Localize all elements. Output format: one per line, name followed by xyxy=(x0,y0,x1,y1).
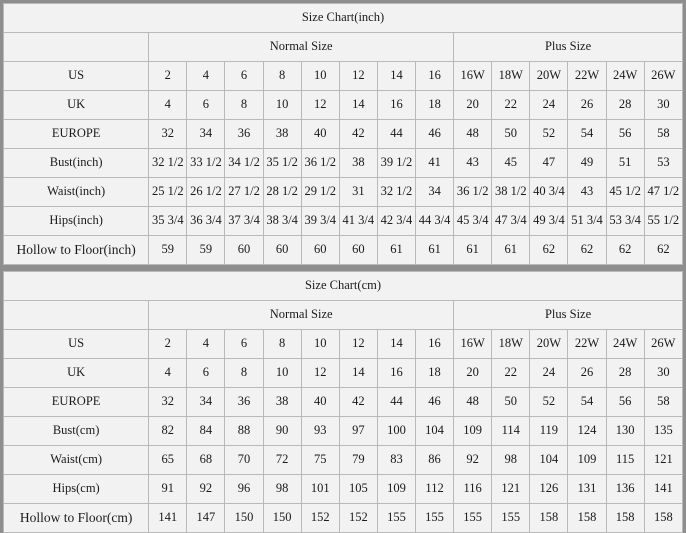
cell: 56 xyxy=(606,388,644,417)
row-label-uk: UK xyxy=(4,91,149,120)
cell: 41 xyxy=(416,149,454,178)
cell: 90 xyxy=(263,417,301,446)
cell: 48 xyxy=(454,120,492,149)
cell: 20W xyxy=(530,62,568,91)
cell: 131 xyxy=(568,475,606,504)
cell: 36 3/4 xyxy=(187,207,225,236)
cell: 34 xyxy=(187,120,225,149)
table-row xyxy=(4,504,683,533)
cell: 26 xyxy=(568,359,606,388)
cell: 147 xyxy=(187,504,225,533)
cell: 155 xyxy=(454,504,492,533)
cell: 126 xyxy=(530,475,568,504)
row-label-hips: Hips(inch) xyxy=(4,207,149,236)
cell: 45 xyxy=(492,149,530,178)
cell: 32 1/2 xyxy=(149,149,187,178)
cell: 16 xyxy=(416,330,454,359)
cell: 36 xyxy=(225,388,263,417)
cell: 32 xyxy=(149,388,187,417)
chart-title-row xyxy=(4,4,683,33)
cell: 101 xyxy=(301,475,339,504)
cell: 22 xyxy=(492,359,530,388)
table-row xyxy=(4,236,683,265)
cell: 119 xyxy=(530,417,568,446)
table-row xyxy=(4,330,683,359)
cell: 4 xyxy=(187,62,225,91)
cell: 20 xyxy=(454,91,492,120)
cell: 18 xyxy=(416,359,454,388)
cell: 4 xyxy=(149,91,187,120)
cell: 96 xyxy=(225,475,263,504)
cell: 60 xyxy=(263,236,301,265)
cell: 26 xyxy=(568,91,606,120)
cell: 52 xyxy=(530,120,568,149)
cell: 16 xyxy=(416,62,454,91)
row-label-hips: Hips(cm) xyxy=(4,475,149,504)
cell: 12 xyxy=(301,359,339,388)
cell: 61 xyxy=(416,236,454,265)
cell: 61 xyxy=(492,236,530,265)
group-plus-size: Plus Size xyxy=(454,301,683,330)
corner-cell xyxy=(4,301,149,330)
cell: 42 xyxy=(339,388,377,417)
cell: 42 3/4 xyxy=(377,207,415,236)
cell: 16W xyxy=(454,330,492,359)
cell: 62 xyxy=(644,236,682,265)
row-label-us: US xyxy=(4,330,149,359)
cell: 32 1/2 xyxy=(377,178,415,207)
row-label-europe: EUROPE xyxy=(4,388,149,417)
row-label-bust: Bust(inch) xyxy=(4,149,149,178)
chart-title-row xyxy=(4,272,683,301)
cell: 56 xyxy=(606,120,644,149)
size-chart-inch-table xyxy=(3,3,683,265)
cell: 141 xyxy=(644,475,682,504)
cell: 14 xyxy=(377,330,415,359)
cell: 98 xyxy=(263,475,301,504)
cell: 33 1/2 xyxy=(187,149,225,178)
cell: 38 xyxy=(263,120,301,149)
row-label-uk: UK xyxy=(4,359,149,388)
cell: 93 xyxy=(301,417,339,446)
cell: 14 xyxy=(377,62,415,91)
table-row xyxy=(4,91,683,120)
cell: 150 xyxy=(263,504,301,533)
table-row xyxy=(4,149,683,178)
cell: 72 xyxy=(263,446,301,475)
size-chart-cm-container xyxy=(3,271,683,533)
cell: 43 xyxy=(568,178,606,207)
cell: 30 xyxy=(644,359,682,388)
group-plus-size: Plus Size xyxy=(454,33,683,62)
cell: 37 3/4 xyxy=(225,207,263,236)
cell: 135 xyxy=(644,417,682,446)
cell: 52 xyxy=(530,388,568,417)
cell: 155 xyxy=(416,504,454,533)
cell: 18W xyxy=(492,330,530,359)
cell: 155 xyxy=(492,504,530,533)
cell: 32 xyxy=(149,120,187,149)
cell: 6 xyxy=(225,330,263,359)
cell: 40 xyxy=(301,388,339,417)
cell: 8 xyxy=(263,62,301,91)
cell: 8 xyxy=(263,330,301,359)
cell: 54 xyxy=(568,388,606,417)
table-row xyxy=(4,62,683,91)
cell: 65 xyxy=(149,446,187,475)
cell: 16 xyxy=(377,359,415,388)
cell: 8 xyxy=(225,91,263,120)
cell: 75 xyxy=(301,446,339,475)
cell: 28 1/2 xyxy=(263,178,301,207)
cell: 84 xyxy=(187,417,225,446)
cell: 38 xyxy=(339,149,377,178)
cell: 70 xyxy=(225,446,263,475)
cell: 50 xyxy=(492,120,530,149)
cell: 34 xyxy=(187,388,225,417)
cell: 60 xyxy=(225,236,263,265)
cell: 51 xyxy=(606,149,644,178)
cell: 26W xyxy=(644,330,682,359)
cell: 12 xyxy=(339,62,377,91)
group-header-row xyxy=(4,301,683,330)
cell: 18W xyxy=(492,62,530,91)
cell: 130 xyxy=(606,417,644,446)
cell: 158 xyxy=(530,504,568,533)
cell: 44 3/4 xyxy=(416,207,454,236)
cell: 121 xyxy=(492,475,530,504)
cell: 53 xyxy=(644,149,682,178)
cell: 105 xyxy=(339,475,377,504)
cell: 22W xyxy=(568,330,606,359)
cell: 30 xyxy=(644,91,682,120)
cell: 92 xyxy=(454,446,492,475)
cell: 54 xyxy=(568,120,606,149)
cell: 26W xyxy=(644,62,682,91)
cell: 116 xyxy=(454,475,492,504)
cell: 43 xyxy=(454,149,492,178)
row-label-hollow-to-floor: Hollow to Floor(cm) xyxy=(4,504,149,533)
cell: 31 xyxy=(339,178,377,207)
table-row xyxy=(4,417,683,446)
cell: 6 xyxy=(187,91,225,120)
cell: 12 xyxy=(339,330,377,359)
cell: 47 1/2 xyxy=(644,178,682,207)
cell: 109 xyxy=(454,417,492,446)
cell: 104 xyxy=(416,417,454,446)
cell: 28 xyxy=(606,359,644,388)
cell: 50 xyxy=(492,388,530,417)
cell: 45 1/2 xyxy=(606,178,644,207)
cell: 68 xyxy=(187,446,225,475)
cell: 86 xyxy=(416,446,454,475)
cell: 158 xyxy=(606,504,644,533)
cell: 16 xyxy=(377,91,415,120)
cell: 2 xyxy=(149,62,187,91)
cell: 14 xyxy=(339,91,377,120)
cell: 45 3/4 xyxy=(454,207,492,236)
cell: 112 xyxy=(416,475,454,504)
cell: 121 xyxy=(644,446,682,475)
cell: 150 xyxy=(225,504,263,533)
cell: 2 xyxy=(149,330,187,359)
cell: 38 3/4 xyxy=(263,207,301,236)
size-chart-cm-table xyxy=(3,271,683,533)
cell: 79 xyxy=(339,446,377,475)
cell: 28 xyxy=(606,91,644,120)
cell: 6 xyxy=(187,359,225,388)
chart-title: Size Chart(cm) xyxy=(4,272,683,301)
cell: 20W xyxy=(530,330,568,359)
cell: 10 xyxy=(263,91,301,120)
cell: 61 xyxy=(377,236,415,265)
cell: 4 xyxy=(187,330,225,359)
cell: 12 xyxy=(301,91,339,120)
cell: 136 xyxy=(606,475,644,504)
row-label-waist: Waist(cm) xyxy=(4,446,149,475)
cell: 47 3/4 xyxy=(492,207,530,236)
cell: 36 xyxy=(225,120,263,149)
cell: 49 xyxy=(568,149,606,178)
cell: 88 xyxy=(225,417,263,446)
size-chart-inch-container xyxy=(3,3,683,265)
cell: 44 xyxy=(377,388,415,417)
cell: 100 xyxy=(377,417,415,446)
cell: 82 xyxy=(149,417,187,446)
cell: 39 3/4 xyxy=(301,207,339,236)
row-label-us: US xyxy=(4,62,149,91)
cell: 83 xyxy=(377,446,415,475)
cell: 10 xyxy=(301,330,339,359)
cell: 34 1/2 xyxy=(225,149,263,178)
cell: 61 xyxy=(454,236,492,265)
table-row xyxy=(4,446,683,475)
row-label-hollow-to-floor: Hollow to Floor(inch) xyxy=(4,236,149,265)
cell: 53 3/4 xyxy=(606,207,644,236)
cell: 97 xyxy=(339,417,377,446)
table-row xyxy=(4,388,683,417)
cell: 35 1/2 xyxy=(263,149,301,178)
cell: 16W xyxy=(454,62,492,91)
cell: 47 xyxy=(530,149,568,178)
cell: 22W xyxy=(568,62,606,91)
cell: 152 xyxy=(301,504,339,533)
table-row xyxy=(4,178,683,207)
row-label-europe: EUROPE xyxy=(4,120,149,149)
cell: 46 xyxy=(416,120,454,149)
cell: 58 xyxy=(644,388,682,417)
cell: 58 xyxy=(644,120,682,149)
cell: 49 3/4 xyxy=(530,207,568,236)
cell: 124 xyxy=(568,417,606,446)
cell: 55 1/2 xyxy=(644,207,682,236)
cell: 4 xyxy=(149,359,187,388)
cell: 27 1/2 xyxy=(225,178,263,207)
table-row xyxy=(4,475,683,504)
cell: 36 1/2 xyxy=(454,178,492,207)
cell: 158 xyxy=(644,504,682,533)
cell: 152 xyxy=(339,504,377,533)
cell: 62 xyxy=(568,236,606,265)
cell: 36 1/2 xyxy=(301,149,339,178)
cell: 35 3/4 xyxy=(149,207,187,236)
cell: 24W xyxy=(606,330,644,359)
cell: 20 xyxy=(454,359,492,388)
cell: 8 xyxy=(225,359,263,388)
group-normal-size: Normal Size xyxy=(149,301,454,330)
cell: 92 xyxy=(187,475,225,504)
cell: 59 xyxy=(149,236,187,265)
corner-cell xyxy=(4,33,149,62)
cell: 10 xyxy=(301,62,339,91)
cell: 44 xyxy=(377,120,415,149)
cell: 40 3/4 xyxy=(530,178,568,207)
cell: 158 xyxy=(568,504,606,533)
cell: 62 xyxy=(606,236,644,265)
cell: 18 xyxy=(416,91,454,120)
group-header-row xyxy=(4,33,683,62)
cell: 6 xyxy=(225,62,263,91)
cell: 25 1/2 xyxy=(149,178,187,207)
table-row xyxy=(4,359,683,388)
cell: 34 xyxy=(416,178,454,207)
table-row xyxy=(4,207,683,236)
row-label-waist: Waist(inch) xyxy=(4,178,149,207)
cell: 22 xyxy=(492,91,530,120)
cell: 24 xyxy=(530,359,568,388)
table-row xyxy=(4,120,683,149)
cell: 29 1/2 xyxy=(301,178,339,207)
cell: 59 xyxy=(187,236,225,265)
cell: 42 xyxy=(339,120,377,149)
cell: 39 1/2 xyxy=(377,149,415,178)
cell: 114 xyxy=(492,417,530,446)
cell: 115 xyxy=(606,446,644,475)
cell: 46 xyxy=(416,388,454,417)
cell: 10 xyxy=(263,359,301,388)
cell: 40 xyxy=(301,120,339,149)
chart-title: Size Chart(inch) xyxy=(4,4,683,33)
cell: 62 xyxy=(530,236,568,265)
cell: 60 xyxy=(301,236,339,265)
cell: 98 xyxy=(492,446,530,475)
cell: 51 3/4 xyxy=(568,207,606,236)
cell: 38 1/2 xyxy=(492,178,530,207)
cell: 38 xyxy=(263,388,301,417)
cell: 109 xyxy=(377,475,415,504)
cell: 109 xyxy=(568,446,606,475)
cell: 26 1/2 xyxy=(187,178,225,207)
cell: 91 xyxy=(149,475,187,504)
row-label-bust: Bust(cm) xyxy=(4,417,149,446)
cell: 24 xyxy=(530,91,568,120)
cell: 60 xyxy=(339,236,377,265)
cell: 14 xyxy=(339,359,377,388)
cell: 155 xyxy=(377,504,415,533)
cell: 24W xyxy=(606,62,644,91)
cell: 104 xyxy=(530,446,568,475)
cell: 48 xyxy=(454,388,492,417)
group-normal-size: Normal Size xyxy=(149,33,454,62)
cell: 41 3/4 xyxy=(339,207,377,236)
cell: 141 xyxy=(149,504,187,533)
